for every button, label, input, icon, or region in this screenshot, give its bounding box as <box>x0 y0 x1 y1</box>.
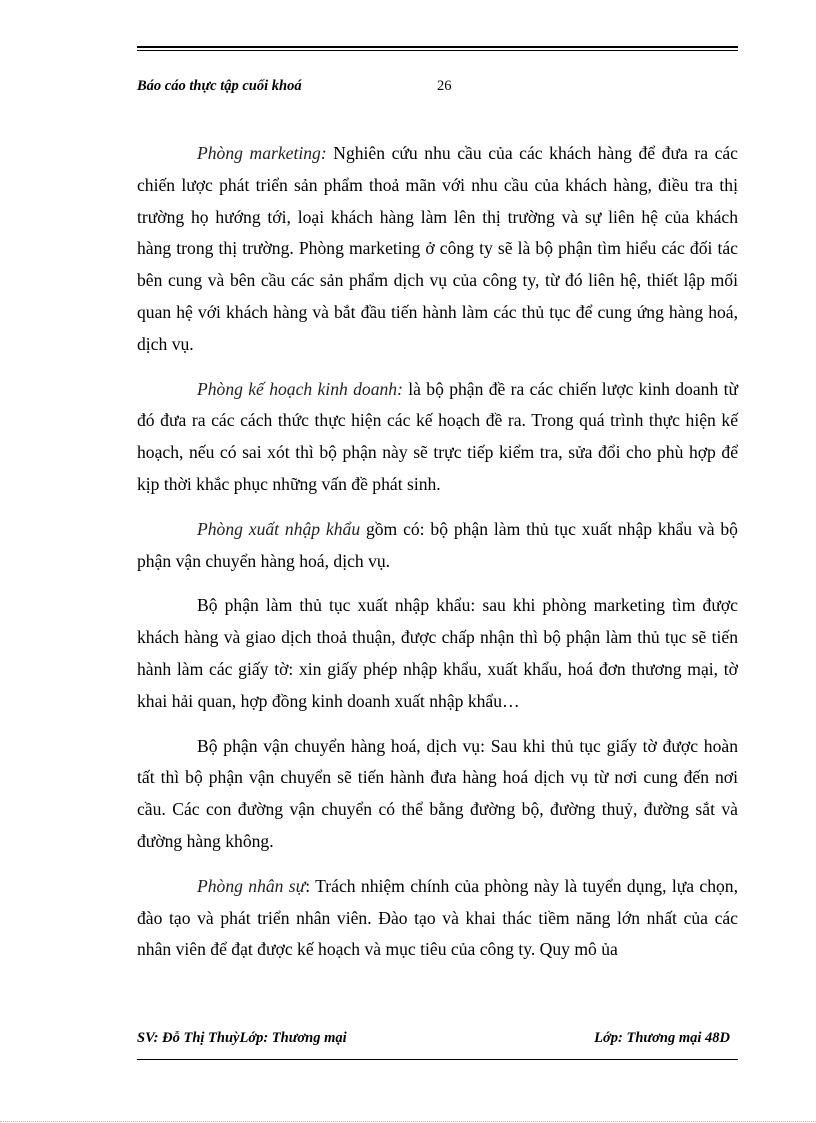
paragraph-import-export <box>137 514 738 578</box>
footer-rule <box>137 1059 738 1060</box>
paragraph-business-planning <box>137 374 738 501</box>
page-header <box>137 76 738 96</box>
report-title: Báo cáo thực tập cuối khoá <box>137 78 302 94</box>
paragraph-customs <box>137 590 738 717</box>
header-rule <box>137 46 738 51</box>
footer-class: Lớp: Thương mại 48D <box>594 1030 730 1046</box>
page-edge <box>0 1121 816 1122</box>
paragraph-lead: Phòng kế hoạch kinh doanh: <box>197 378 403 399</box>
paragraph-text: gồm có: bộ phận làm thủ tục xuất nhập khẩu và bộ phận vận chuyển hàng hoá, dịch vụ. <box>137 518 738 571</box>
paragraph-text: là bộ phận đề ra các chiến lược kinh doanh từ đó đưa ra các cách thức thực hiện các kế hoạch đề ra. Trong quá trình thực hiện kế hoạch, nếu có sai xót thì bộ phận này sẽ trực tiếp kiểm tra, sửa đổi cho phù hợp để kịp thời khắc phục những vấn đề phát sinh. <box>137 378 738 494</box>
paragraph-hr <box>137 871 738 966</box>
document-body <box>137 138 738 979</box>
paragraph-lead: Phòng xuất nhập khẩu <box>197 518 361 539</box>
paragraph-text: Bộ phận vận chuyển hàng hoá, dịch vụ: Sau khi thủ tục giấy tờ được hoàn tất thì bộ phận vận chuyển sẽ tiến hành đưa hàng hoá dịch vụ từ nơi cung đến nơi cầu. Các con đường vận chuyển có thể bằng đường bộ, đường thuỷ, đường sắt và đường hàng không. <box>137 735 738 851</box>
paragraph-transport <box>137 731 738 858</box>
paragraph-text: Nghiên cứu nhu cầu của các khách hàng để đưa ra các chiến lược phát triển sản phẩm thoả mãn với nhu cầu của khách hàng, điều tra thị trường họ hướng tới, loại khách hàng làm lên thị trường và sự liên hệ của khách hàng trong thị trường. Phòng marketing ở công ty sẽ là bộ phận tìm hiểu các đối tác bên cung và bên cầu các sản phẩm dịch vụ của công ty, từ đó liên hệ, thiết lập mối quan hệ với khách hàng và bắt đầu tiến hành làm các thủ tục để cung ứng hàng hoá, dịch vụ. <box>137 143 738 354</box>
paragraph-lead: Phòng nhân sự <box>197 875 306 896</box>
paragraph-text: : Trách nhiệm chính của phòng này là tuyển dụng, lựa chọn, đào tạo và phát triển nhân viên. Đào tạo và khai thác tiềm năng lớn nhất của các nhân viên để đạt được kế hoạch và mục tiêu của công ty. Quy mô ủa <box>137 875 738 960</box>
paragraph-lead: Phòng marketing: <box>197 143 327 163</box>
footer-student: SV: Đỗ Thị ThuỳLớp: Thương mại <box>137 1030 347 1046</box>
paragraph-text: Bộ phận làm thủ tục xuất nhập khẩu: sau khi phòng marketing tìm được khách hàng và giao dịch thoả thuận, được chấp nhận thì bộ phận làm thủ tục sẽ tiến hành làm các giấy tờ: xin giấy phép nhập khẩu, xuất khẩu, hoá đơn thương mại, tờ khai hải quan, hợp đồng kinh doanh xuất nhập khẩu… <box>137 595 738 711</box>
page-number: 26 <box>437 78 452 94</box>
page-footer <box>137 1028 738 1048</box>
paragraph-marketing <box>137 138 738 361</box>
